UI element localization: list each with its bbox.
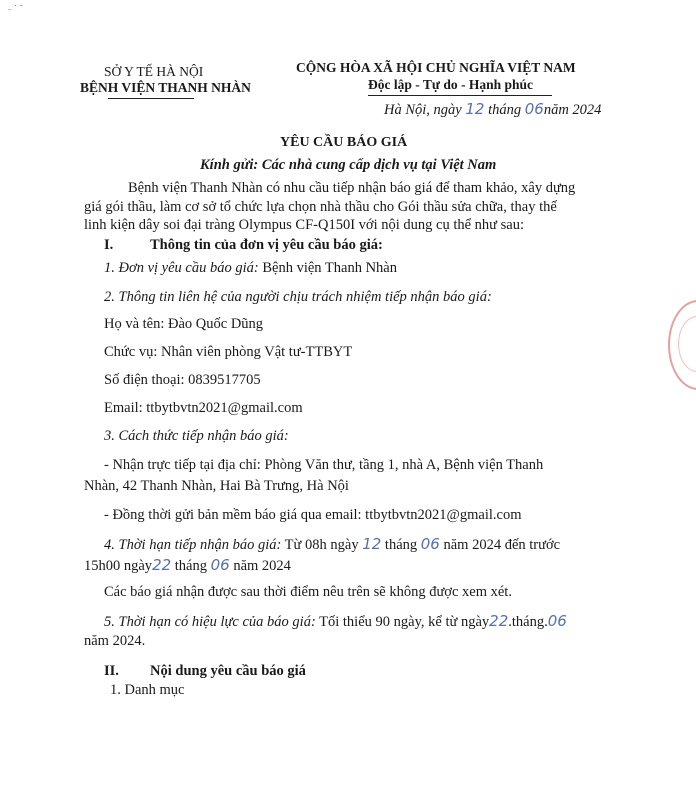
item-4-line-2: 15h00 ngày22 tháng 06 năm 2024 [84, 556, 291, 574]
item-4-day2-handwritten: 22 [152, 556, 172, 574]
contact-email: Email: ttbytbvtn2021@gmail.com [104, 400, 303, 416]
header-left-rule [108, 98, 194, 99]
section-1-title: Thông tin của đơn vị yêu cầu báo giá: [150, 237, 383, 253]
document-title: YÊU CẦU BÁO GIÁ [280, 135, 408, 150]
national-motto: Độc lập - Tự do - Hạnh phúc [368, 77, 534, 92]
item-4-day1-handwritten: 12 [362, 535, 382, 553]
scan-artifact: ˗ ˙ ˉ [8, 4, 23, 15]
intro-line-1: Bệnh viện Thanh Nhàn có nhu cầu tiếp nhận báo giá để tham khảo, xây dựng [128, 180, 576, 196]
hospital-name: BỆNH VIỆN THANH NHÀN [80, 80, 251, 95]
seal-stamp [660, 300, 696, 390]
header-right-rule [368, 95, 552, 96]
direct-submit-line-1: - Nhận trực tiếp tại địa chỉ: Phòng Văn thư, tầng 1, nhà A, Bệnh viện Thanh [104, 457, 544, 473]
item-5-day-handwritten: 22 [489, 612, 509, 630]
date-line: Hà Nội, ngày 12 tháng 06năm 2024 [384, 100, 602, 118]
item-2-label: 2. Thông tin liên hệ của người chịu trách nhiệm tiếp nhận báo giá: [104, 289, 492, 305]
item-4-line-1: 4. Thời hạn tiếp nhận báo giá: Từ 08h ngày 12 tháng 06 năm 2024 đến trước [104, 535, 561, 553]
salutation: Kính gửi: Các nhà cung cấp dịch vụ tại Việt Nam [200, 157, 497, 173]
item-1: 1. Đơn vị yêu cầu báo giá: Bệnh viện Thanh Nhàn [104, 260, 397, 276]
section-2-title: Nội dung yêu cầu báo giá [150, 663, 306, 679]
email-submit: - Đồng thời gửi bản mềm báo giá qua email: ttbytbvtn2021@gmail.com [104, 507, 522, 523]
direct-submit-line-2: Nhàn, 42 Thanh Nhàn, Hai Bà Trưng, Hà Nội [84, 478, 349, 494]
section-2-item-1: 1. Danh mục [110, 682, 185, 698]
item-4-month2-handwritten: 06 [210, 556, 230, 574]
contact-phone: Số điện thoại: 0839517705 [104, 372, 261, 388]
item-5-line-1: 5. Thời hạn có hiệu lực của báo giá: Tối thiểu 90 ngày, kể từ ngày22.tháng.06 [104, 612, 567, 630]
date-month-handwritten: 06 [524, 100, 544, 118]
section-1-number: I. [104, 237, 114, 253]
section-2-number: II. [104, 663, 119, 679]
national-title: CỘNG HÒA XÃ HỘI CHỦ NGHĨA VIỆT NAM [296, 60, 576, 75]
item-5-line-2: năm 2024. [84, 633, 146, 649]
date-day-handwritten: 12 [465, 100, 485, 118]
ministry-name: SỞ Y TẾ HÀ NỘI [104, 64, 204, 79]
intro-line-3: linh kiện dây soi đại tràng Olympus CF-Q150I với nội dung cụ thể như sau: [84, 217, 525, 233]
intro-line-2: giá gói thầu, làm cơ sở tổ chức lựa chọn nhà thầu cho Gói thầu sửa chữa, thay thế [84, 199, 557, 215]
item-3-label: 3. Cách thức tiếp nhận báo giá: [104, 428, 289, 444]
item-5-month-handwritten: 06 [547, 612, 567, 630]
contact-name: Họ và tên: Đào Quốc Dũng [104, 316, 264, 332]
contact-position: Chức vụ: Nhân viên phòng Vật tư-TTBYT [104, 344, 353, 360]
late-note: Các báo giá nhận được sau thời điểm nêu trên sẽ không được xem xét. [104, 584, 512, 600]
item-4-month1-handwritten: 06 [420, 535, 440, 553]
